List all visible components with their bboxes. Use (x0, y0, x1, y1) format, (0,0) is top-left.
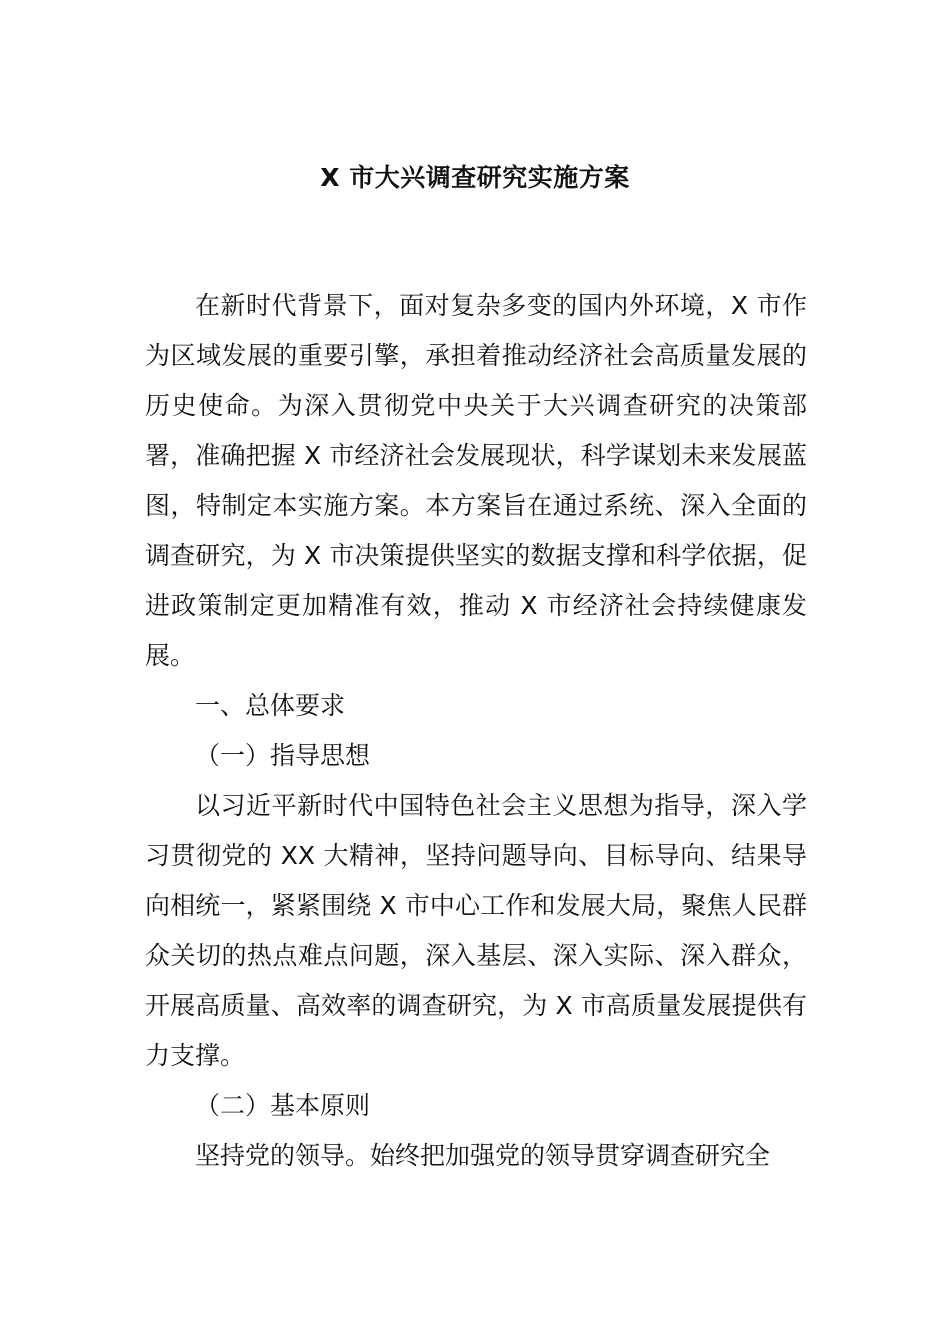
intro-paragraph: 在新时代背景下，面对复杂多变的国内外环境，X 市作为区域发展的重要引擎，承担着推动经济社会高质量发展的历史使命。为深入贯彻党中央关于大兴调查研究的决策部署，准确把握 X 市经济社会发展现状，科学谋划未来发展蓝图，特制定本实施方案。本方案旨在通过系统、深入全面的调查研究，为 X 市决策提供坚实的数据支撑和科学依据，促进政策制定更加精准有效，推动 X 市经济社会持续健康发展。 (145, 291, 807, 670)
document-body (145, 281, 807, 1181)
guiding-ideology-paragraph: 以习近平新时代中国特色社会主义思想为指导，深入学习贯彻党的 XX 大精神，坚持问题导向、目标导向、结果导向相统一，紧紧围绕 X 市中心工作和发展大局，聚焦人民群众关切的热点难点问题，深入基层、深入实际、深入群众，开展高质量、高效率的调查研究，为 X 市高质量发展提供有力支撑。 (145, 791, 807, 1070)
subsection-heading-basic-principles: （二）基本原则 (195, 1091, 371, 1120)
document-title: X 市大兴调查研究实施方案 (320, 163, 630, 192)
section-heading-overall-requirements: 一、总体要求 (195, 691, 346, 720)
basic-principles-paragraph: 坚持党的领导。始终把加强党的领导贯穿调查研究全 (195, 1141, 771, 1170)
subsection-heading-guiding-ideology: （一）指导思想 (195, 741, 371, 770)
